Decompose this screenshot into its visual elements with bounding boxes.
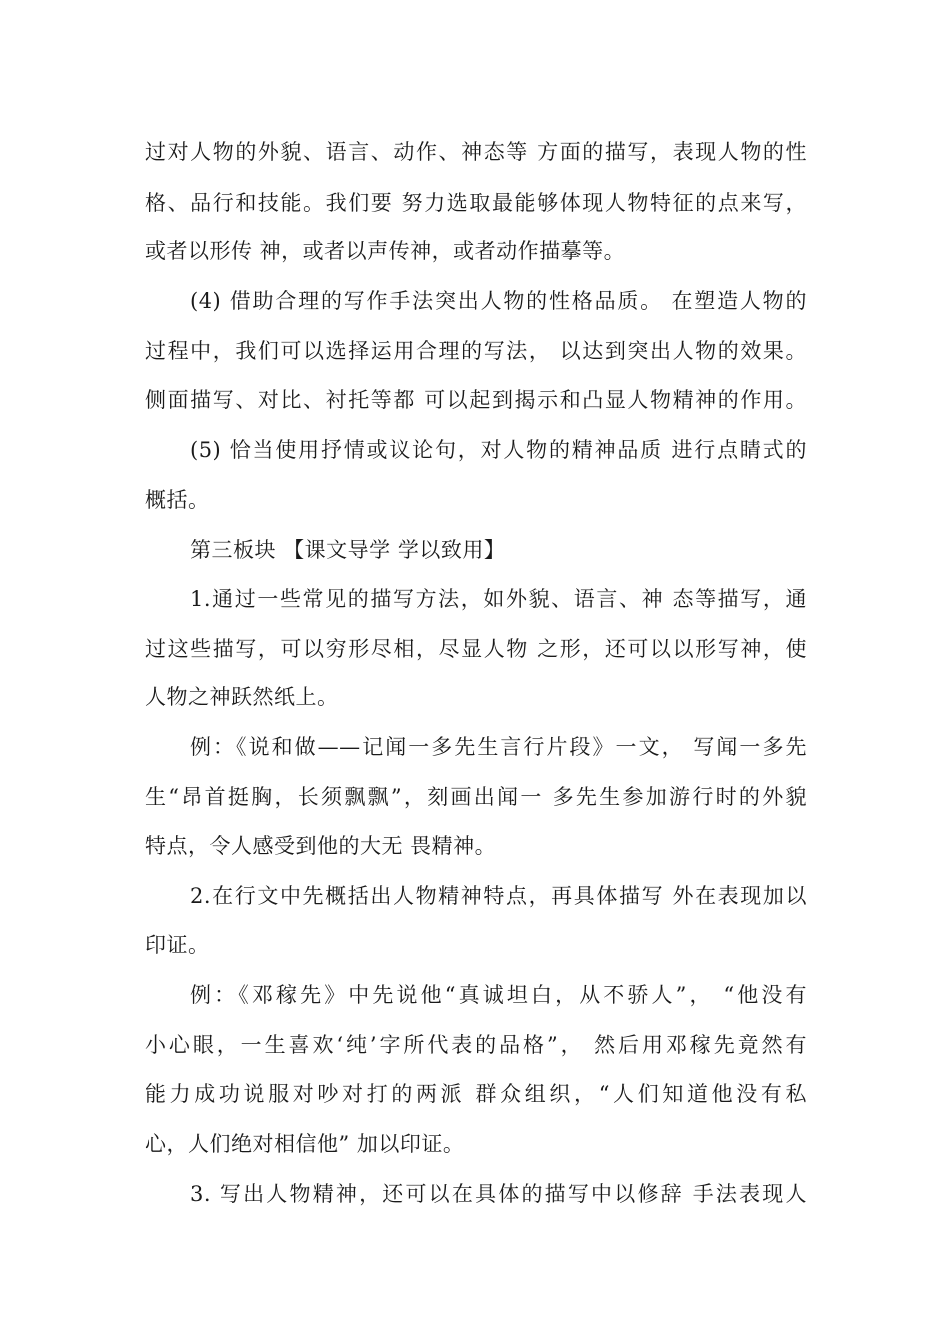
text-line-12: 人物之神跃然纸上。	[145, 685, 339, 709]
text-line-11: 过这些描写，可以穷形尽相，尽显人物 之形，还可以以形写神，使	[145, 637, 807, 661]
text-line-6: 侧面描写、对比、衬托等都 可以起到揭示和凸显人物精神的作用。	[145, 388, 807, 412]
text-line-8: 概括。	[145, 488, 210, 512]
text-line-7: (5) 恰当使用抒情或议论句，对人物的精神品质 进行点睛式的	[190, 438, 807, 462]
section-heading: 第三板块 【课文导学 学以致用】	[190, 538, 506, 562]
text-line-1: 过对人物的外貌、语言、动作、神态等 方面的描写，表现人物的性	[145, 140, 807, 164]
text-line-21: 心，人们绝对相信他” 加以印证。	[145, 1132, 465, 1156]
text-line-5: 过程中，我们可以选择运用合理的写法， 以达到突出人物的效果。	[145, 339, 807, 363]
text-line-10: 1.通过一些常见的描写方法，如外貌、语言、神 态等描写，通	[190, 587, 807, 611]
text-line-4: (4) 借助合理的写作手法突出人物的性格品质。 在塑造人物的	[190, 289, 807, 313]
text-line-2: 格、品行和技能。我们要 努力选取最能够体现人物特征的点来写，	[145, 191, 807, 215]
text-line-15: 特点，令人感受到他的大无 畏精神。	[145, 834, 497, 858]
text-line-17: 印证。	[145, 933, 210, 957]
text-line-18: 例：《邓稼先》中先说他“真诚坦白，从不骄人”， “他没有	[190, 983, 807, 1007]
text-line-16: 2.在行文中先概括出人物精神特点，再具体描写 外在表现加以	[190, 884, 807, 908]
text-line-22: 3. 写出人物精神，还可以在具体的描写中以修辞 手法表现人	[190, 1182, 807, 1206]
text-line-14: 生“昂首挺胸，长须飘飘”，刻画出闻一 多先生参加游行时的外貌	[145, 785, 807, 809]
text-line-3: 或者以形传 神，或者以声传神，或者动作描摹等。	[145, 239, 626, 263]
text-line-19: 小心眼，一生喜欢‘纯’字所代表的品格”， 然后用邓稼先竟然有	[145, 1033, 807, 1057]
text-line-20: 能力成功说服对吵对打的两派 群众组织，“人们知道他没有私	[145, 1082, 807, 1106]
text-line-13: 例：《说和做——记闻一多先生言行片段》一文， 写闻一多先	[190, 735, 807, 759]
